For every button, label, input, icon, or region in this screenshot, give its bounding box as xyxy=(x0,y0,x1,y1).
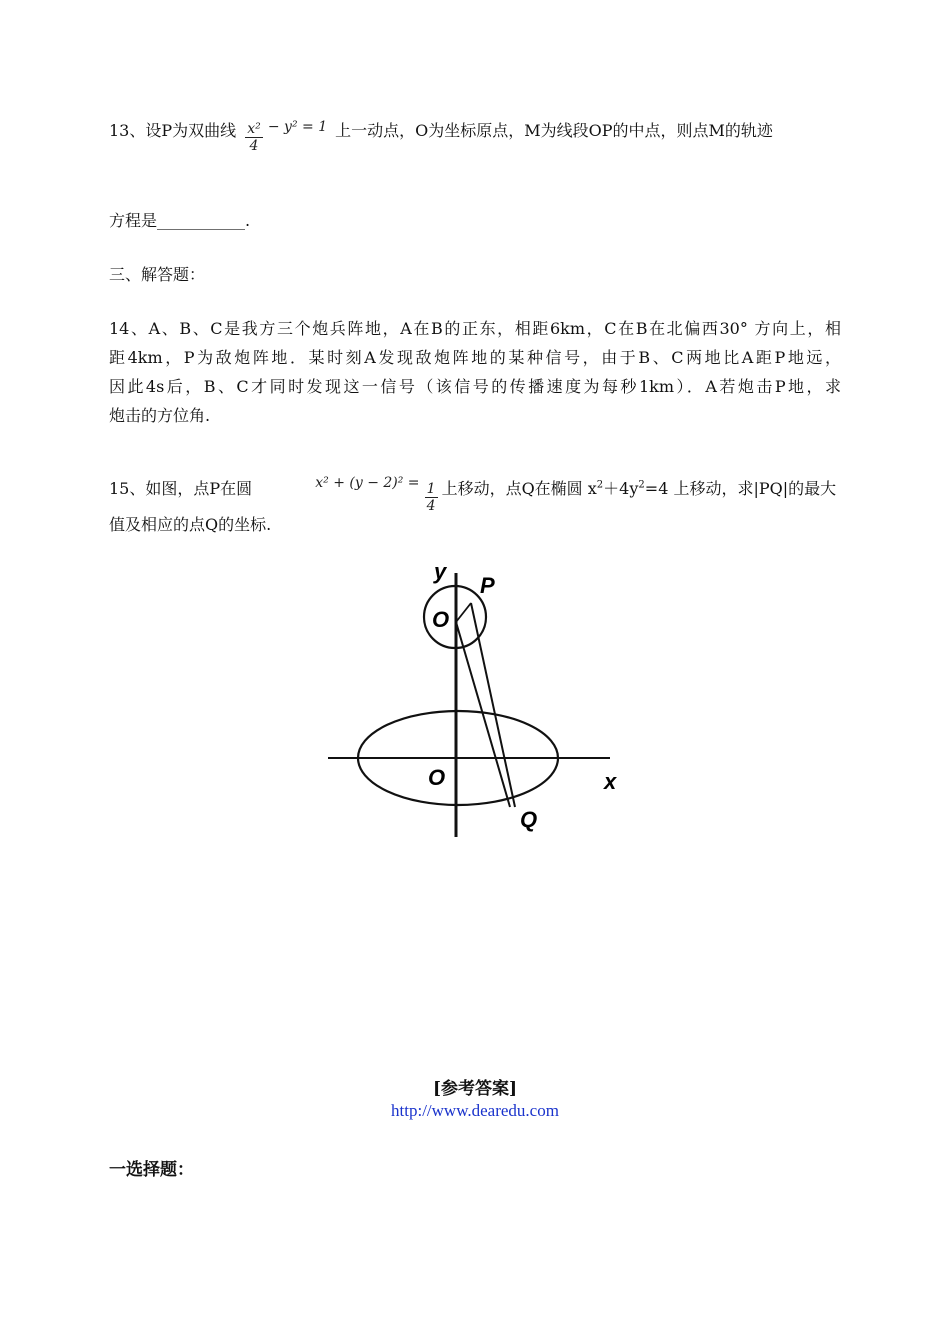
section-3-title: 三、解答题： xyxy=(109,265,206,284)
q13-text-1: 设P为双曲线 xyxy=(145,121,237,140)
q13-line-2: 方程是___________. xyxy=(109,211,251,230)
answers-title: [参考答案] xyxy=(432,1079,518,1099)
q13-formula-numerator: x² xyxy=(247,121,261,137)
q14-line-4: 炮击的方位角. xyxy=(109,406,211,425)
q13-formula-rest: − y² = 1 xyxy=(267,119,328,135)
q15-sup-2: 2 xyxy=(638,479,645,491)
q14-line-1: 14、A、B、C是我方三个炮兵阵地，A在B的正东，相距6km，C在B在北偏西30° 方向上，相 xyxy=(109,319,841,338)
q15-text-1: 15、如图，点P在圆 xyxy=(109,479,253,498)
q14-line-3: 因此4s后，B、C才同时发现这一信号（该信号的传播速度为每秒1km）．A若炮击P地，求 xyxy=(109,377,841,396)
q13-formula xyxy=(245,121,327,154)
label-x: x xyxy=(604,769,617,794)
q15-text-2b: ＋4y xyxy=(603,479,639,498)
label-o1: O xyxy=(432,607,450,632)
label-p: P xyxy=(480,573,495,598)
q15-text-2c: =4 上移动，求|PQ|的最大 xyxy=(644,479,837,498)
q13-formula-denominator: 4 xyxy=(245,137,263,154)
q15-figure xyxy=(320,555,630,845)
q15-formula-numerator: 1 xyxy=(426,481,436,497)
segment-o1-p xyxy=(456,603,471,622)
q15-formula-left: x² + (y − 2)² = xyxy=(315,475,420,491)
dearedu-link[interactable]: http://www.dearedu.com xyxy=(391,1101,559,1120)
q13-number: 13、 xyxy=(109,121,146,140)
label-q: Q xyxy=(520,807,538,832)
q13-line-1 xyxy=(109,118,773,154)
q15-formula xyxy=(315,475,437,514)
q13-formula-fraction xyxy=(245,121,263,154)
label-o: O xyxy=(428,765,446,790)
answers-section-1: 一选择题： xyxy=(109,1160,194,1180)
answers-link-wrapper xyxy=(0,1101,950,1121)
q15-text-2a: 上移动，点Q在椭圆 x xyxy=(441,479,597,498)
q15-line-2: 值及相应的点Q的坐标. xyxy=(109,515,272,534)
q15-line-1 xyxy=(109,476,836,514)
segment-p-q xyxy=(471,603,515,807)
q15-formula-denominator: 4 xyxy=(426,498,436,514)
q15-formula-fraction xyxy=(425,481,438,514)
q15-sup-1: 2 xyxy=(596,479,604,491)
q14-line-2: 距4km，P为敌炮阵地．某时刻A发现敌炮阵地的某种信号，由于B、C两地比A距P地远， xyxy=(109,348,841,367)
label-y: y xyxy=(434,559,447,584)
q13-text-2: 上一动点，O为坐标原点，M为线段OP的中点，则点M的轨迹 xyxy=(335,121,773,140)
